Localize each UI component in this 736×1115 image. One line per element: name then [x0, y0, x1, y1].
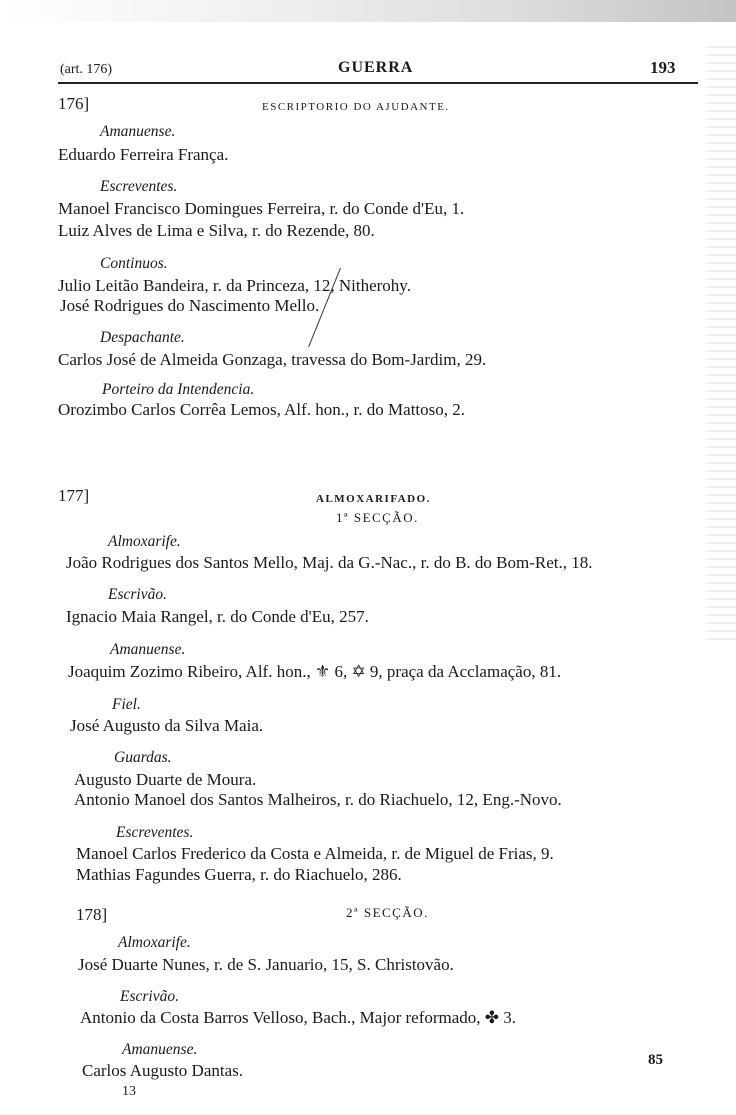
entry: José Augusto da Silva Maia. — [70, 716, 264, 735]
role-heading: Continuos. — [100, 255, 168, 272]
role-heading: Almoxarife. — [108, 533, 181, 550]
entry: Luiz Alves de Lima e Silva, r. do Rezende, 80. — [58, 221, 375, 240]
section-title: ESCRIPTORIO DO AJUDANTE. — [262, 101, 450, 113]
entry: Orozimbo Carlos Corrêa Lemos, Alf. hon., r. do Mattoso, 2. — [58, 400, 466, 419]
header-title: GUERRA — [338, 59, 414, 76]
role-heading: Almoxarife. — [118, 934, 191, 951]
entry: José Duarte Nunes, r. de S. Januario, 15, S. Christovão. — [78, 955, 454, 974]
entry: Antonio Manoel dos Santos Malheiros, r. do Riachuelo, 12, Eng.-Novo. — [74, 790, 562, 809]
entry: Antonio da Costa Barros Velloso, Bach., Major reformado, ✤ 3. — [80, 1008, 517, 1027]
scan-edge — [706, 40, 736, 640]
role-heading: Porteiro da Intendencia. — [102, 381, 255, 398]
entry: Eduardo Ferreira França. — [58, 145, 229, 164]
role-heading: Escrivão. — [108, 586, 167, 603]
role-heading: Fiel. — [112, 696, 141, 713]
section-title: ALMOXARIFADO. — [316, 493, 431, 505]
entry: Manoel Francisco Domingues Ferreira, r. do Conde d'Eu, 1. — [58, 199, 465, 218]
role-heading: Escreventes. — [116, 824, 194, 841]
signature-mark: 13 — [122, 1084, 136, 1099]
article-number: 177] — [58, 486, 90, 505]
page-number: 193 — [650, 58, 676, 77]
scan-noise — [0, 0, 736, 22]
article-number: 176] — [58, 94, 90, 113]
role-heading: Escreventes. — [100, 178, 178, 195]
entry: Carlos Augusto Dantas. — [82, 1061, 244, 1080]
entry: Augusto Duarte de Moura. — [74, 770, 257, 789]
entry: Ignacio Maia Rangel, r. do Conde d'Eu, 257. — [66, 607, 369, 626]
entry: José Rodrigues do Nascimento Mello. — [60, 296, 320, 315]
role-heading: Amanuense. — [100, 123, 176, 140]
footer-number: 85 — [648, 1052, 663, 1068]
entry: Mathias Fagundes Guerra, r. do Riachuelo, 286. — [76, 865, 402, 884]
entry: Manoel Carlos Frederico da Costa e Almeida, r. de Miguel de Frias, 9. — [76, 844, 554, 863]
entry: Joaquim Zozimo Ribeiro, Alf. hon., ⚜ 6, ✡ 9, praça da Acclamação, 81. — [68, 662, 562, 681]
entry: Carlos José de Almeida Gonzaga, travessa do Bom-Jardim, 29. — [58, 350, 487, 369]
role-heading: Escrivão. — [120, 988, 179, 1005]
role-heading: Amanuense. — [122, 1041, 198, 1058]
header-article: (art. 176) — [60, 62, 113, 77]
role-heading: Amanuense. — [110, 641, 186, 658]
article-number: 178] — [76, 905, 108, 924]
entry: Julio Leitão Bandeira, r. da Princeza, 12, Nitherohy. — [58, 276, 411, 295]
subsection-title: 2ª SECÇÃO. — [346, 905, 429, 920]
role-heading: Despachante. — [100, 329, 185, 346]
entry: João Rodrigues dos Santos Mello, Maj. da G.-Nac., r. do B. do Bom-Ret., 18. — [66, 553, 593, 572]
header-rule — [58, 82, 698, 84]
subsection-title: 1ª SECÇÃO. — [336, 510, 419, 525]
role-heading: Guardas. — [114, 749, 172, 766]
